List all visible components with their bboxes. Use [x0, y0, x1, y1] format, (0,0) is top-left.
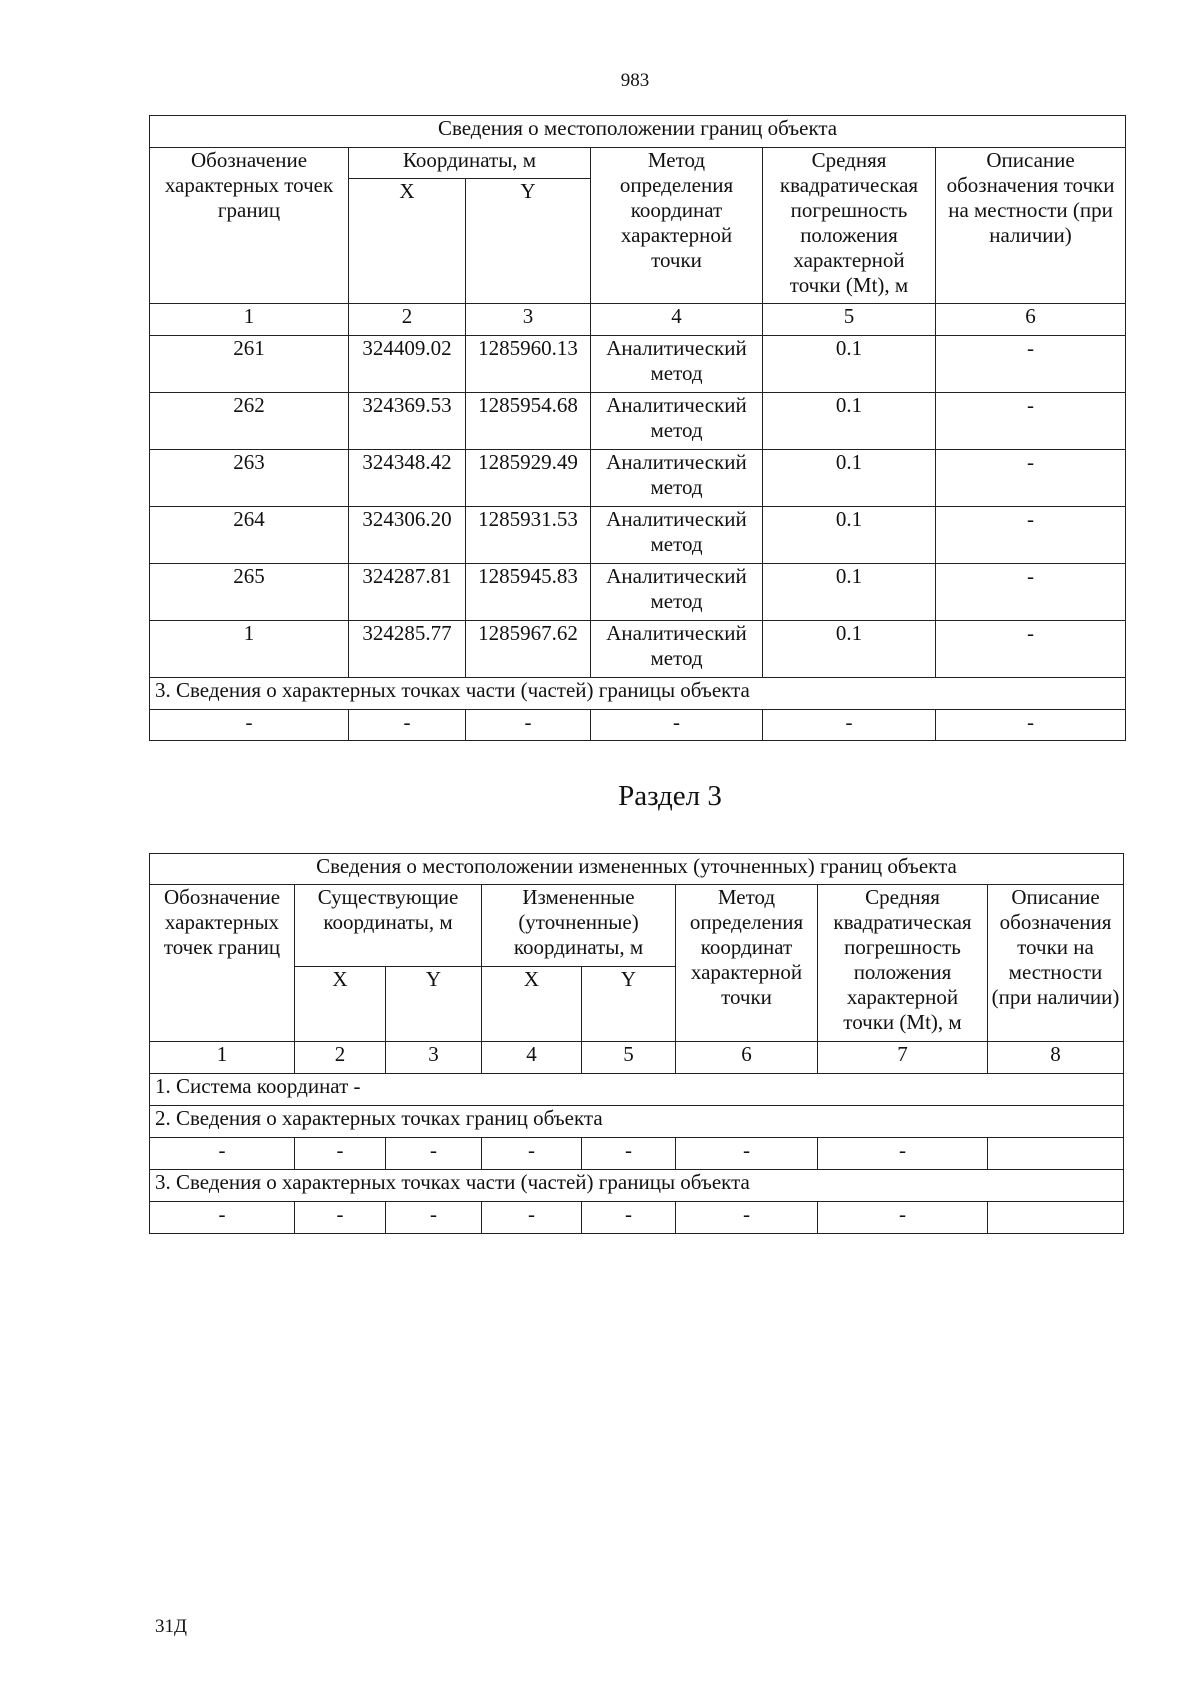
column-number: 6: [676, 1042, 818, 1074]
table-cell: 261: [150, 336, 349, 393]
table-cell: -: [150, 1138, 295, 1170]
table-cell: -: [936, 621, 1126, 678]
table-cell: -: [936, 336, 1126, 393]
table-row: [150, 450, 1126, 507]
table-cell: 324287.81: [349, 564, 466, 621]
table-cell: -: [936, 507, 1126, 564]
table-cell: 0.1: [763, 336, 936, 393]
table-cell: -: [466, 710, 591, 741]
table-cell: -: [482, 1138, 582, 1170]
section-row-parts: 3. Сведения о характерных точках части (частей) границы объекта: [150, 678, 1126, 710]
table-cell: -: [818, 1138, 988, 1170]
table-cell: Аналитический метод: [591, 621, 763, 678]
table-cell: -: [295, 1138, 386, 1170]
table-cell: -: [591, 710, 763, 741]
table-row: [150, 393, 1126, 450]
table-cell: -: [676, 1138, 818, 1170]
table-cell: 1285967.62: [466, 621, 591, 678]
table-cell: 324409.02: [349, 336, 466, 393]
table-row: [150, 564, 1126, 621]
column-number: 5: [582, 1042, 676, 1074]
table-cell: -: [150, 1202, 295, 1234]
table-cell: 1285929.49: [466, 450, 591, 507]
table-cell: 1285945.83: [466, 564, 591, 621]
table-cell: Аналитический метод: [591, 336, 763, 393]
table-cell: Аналитический метод: [591, 507, 763, 564]
table-cell: -: [386, 1202, 482, 1234]
table-cell: -: [482, 1202, 582, 1234]
section-row-parts: 3. Сведения о характерных точках части (частей) границы объекта: [150, 1170, 1124, 1202]
table-cell: 263: [150, 450, 349, 507]
header-error: Средняя квадратическая погрешность положения характерной точки (Mt), м: [818, 885, 988, 1042]
table-cell: 0.1: [763, 564, 936, 621]
column-number: 3: [386, 1042, 482, 1074]
column-number: 7: [818, 1042, 988, 1074]
header-error: Средняя квадратическая погрешность положения характерной точки (Mt), м: [763, 148, 936, 304]
table-cell: -: [582, 1202, 676, 1234]
table-row: [150, 336, 1126, 393]
table-cell: [988, 1138, 1124, 1170]
header-y: Y: [582, 967, 676, 1042]
table-cell: -: [349, 710, 466, 741]
column-number: 1: [150, 304, 349, 336]
column-number: 1: [150, 1042, 295, 1074]
table-cell: -: [818, 1202, 988, 1234]
page-number: 983: [620, 70, 650, 91]
table-cell: 0.1: [763, 621, 936, 678]
section-heading: Раздел 3: [618, 780, 722, 812]
table-cell: 324306.20: [349, 507, 466, 564]
table-cell: -: [582, 1138, 676, 1170]
column-number: 6: [936, 304, 1126, 336]
header-description: Описание обозначения точки на местности (при наличии): [936, 148, 1126, 304]
table-title: Сведения о местоположении измененных (уточненных) границ объекта: [150, 854, 1124, 885]
table-cell: 0.1: [763, 450, 936, 507]
header-x: X: [482, 967, 582, 1042]
header-point: Обозначение характерных точек границ: [150, 885, 295, 1042]
table-cell: 1285931.53: [466, 507, 591, 564]
header-y: Y: [466, 179, 591, 304]
table-cell: 1285960.13: [466, 336, 591, 393]
table-cell: 1285954.68: [466, 393, 591, 450]
table-cell: 0.1: [763, 393, 936, 450]
footer-code: 31Д: [155, 1616, 187, 1637]
column-number: 4: [591, 304, 763, 336]
table-cell: 324348.42: [349, 450, 466, 507]
table-cell: -: [763, 710, 936, 741]
header-y: Y: [386, 967, 482, 1042]
table-cell: -: [936, 564, 1126, 621]
table-cell: 0.1: [763, 507, 936, 564]
section-row-points: 2. Сведения о характерных точках границ объекта: [150, 1106, 1124, 1138]
header-coords: Координаты, м: [349, 148, 591, 179]
table-cell: 324369.53: [349, 393, 466, 450]
header-point: Обозначение характерных точек границ: [150, 148, 349, 304]
header-description: Описание обозначения точки на местности (при наличии): [988, 885, 1124, 1042]
column-number: 3: [466, 304, 591, 336]
table-cell: Аналитический метод: [591, 564, 763, 621]
header-method: Метод определения координат характерной точки: [591, 148, 763, 304]
column-number: 8: [988, 1042, 1124, 1074]
table-row: [150, 507, 1126, 564]
table-cell: -: [386, 1138, 482, 1170]
table-cell: [988, 1202, 1124, 1234]
table-cell: -: [676, 1202, 818, 1234]
table-cell: -: [936, 393, 1126, 450]
table-cell: 1: [150, 621, 349, 678]
header-changed-coords: Измененные (уточненные) координаты, м: [482, 885, 676, 967]
table-cell: -: [295, 1202, 386, 1234]
table-cell: 265: [150, 564, 349, 621]
table-cell: -: [936, 710, 1126, 741]
column-number: 2: [295, 1042, 386, 1074]
table-title: Сведения о местоположении границ объекта: [150, 116, 1126, 148]
table-row: [150, 621, 1126, 678]
table-cell: -: [936, 450, 1126, 507]
column-number: 4: [482, 1042, 582, 1074]
header-x: X: [349, 179, 466, 304]
section-row-coord-system: 1. Система координат -: [150, 1074, 1124, 1106]
table-cell: 324285.77: [349, 621, 466, 678]
table-cell: Аналитический метод: [591, 450, 763, 507]
table-cell: -: [150, 710, 349, 741]
header-x: X: [295, 967, 386, 1042]
table-cell: 264: [150, 507, 349, 564]
column-number: 2: [349, 304, 466, 336]
header-existing-coords: Существующие координаты, м: [295, 885, 482, 967]
table-cell: Аналитический метод: [591, 393, 763, 450]
header-method: Метод определения координат характерной точки: [676, 885, 818, 1042]
changed-boundary-table: [149, 853, 1124, 1234]
table-cell: 262: [150, 393, 349, 450]
column-number: 5: [763, 304, 936, 336]
boundary-table: [149, 115, 1126, 741]
